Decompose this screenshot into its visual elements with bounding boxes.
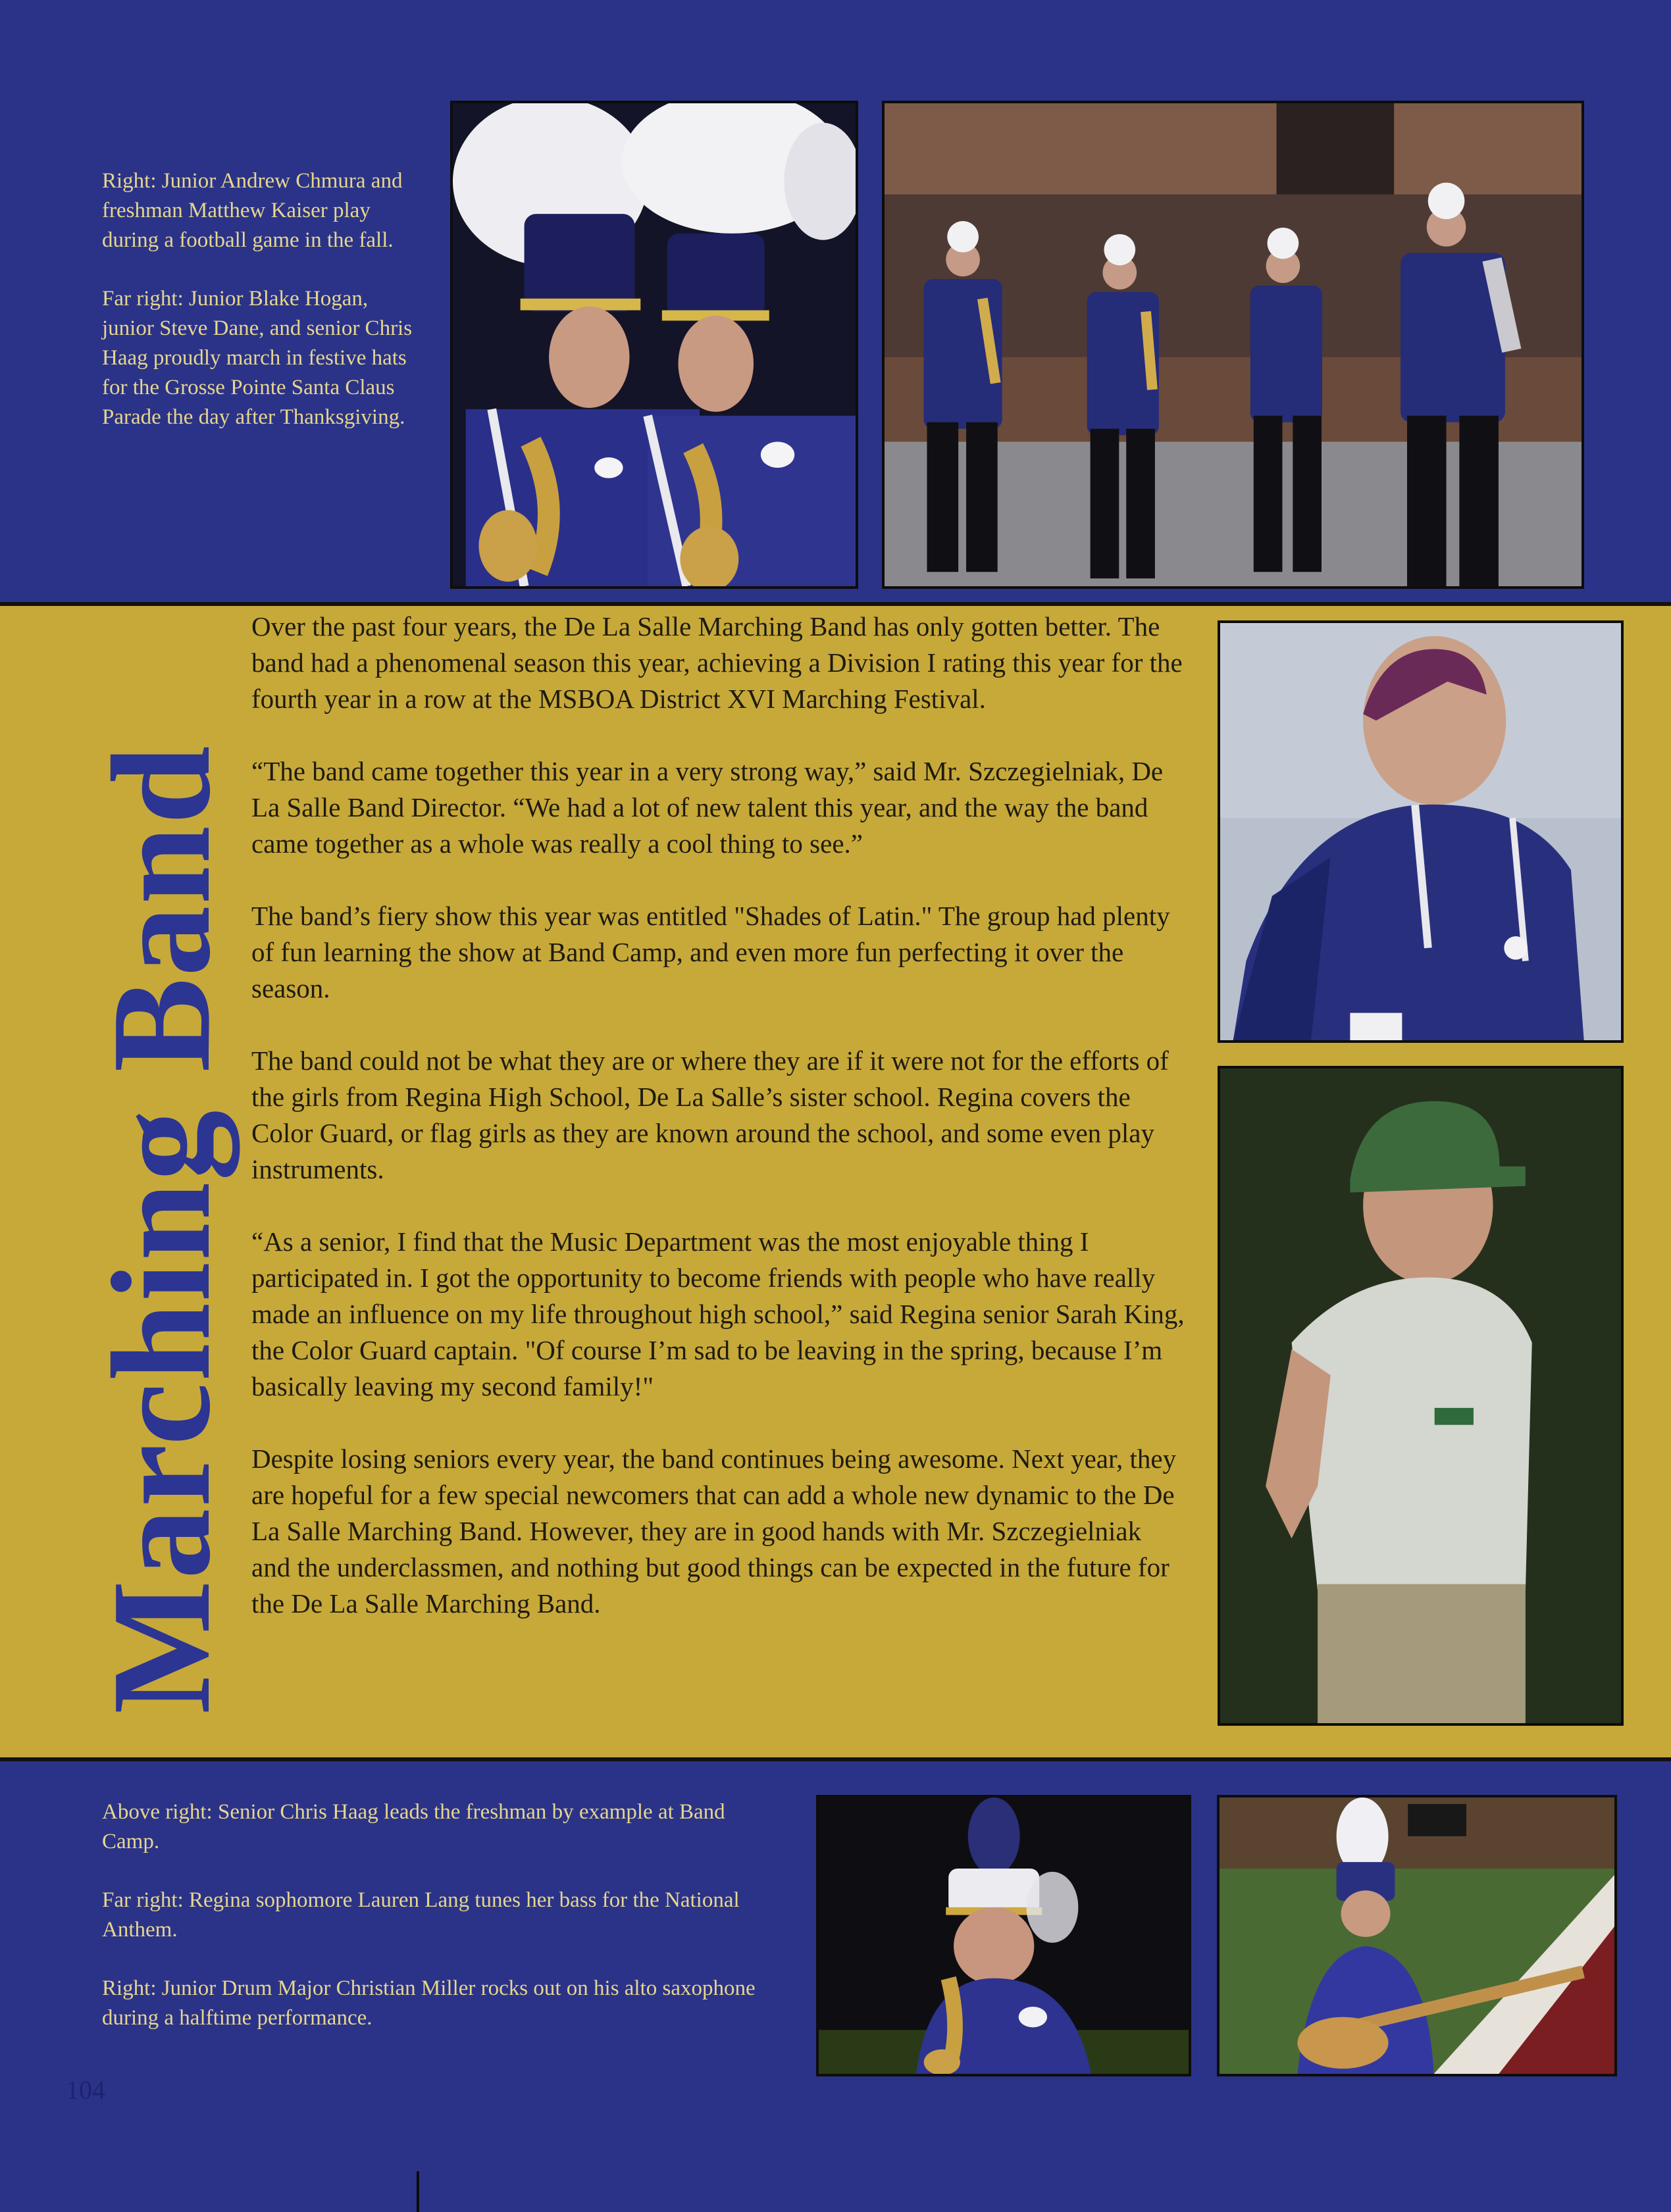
top-captions xyxy=(102,166,418,461)
article-paragraph: “As a senior, I find that the Music Department was the most enjoyable thing I participated in. I got the opportunity to become friends with people who have really made an influence on my life throughout high school,” said Regina senior Sarah King, the Color Guard captain. "Of course I’m sad to be leaving in the spring, because I’m basically leaving my second family!" xyxy=(251,1226,1185,1401)
page-number: 104 xyxy=(66,2075,105,2105)
photo-chris-haag xyxy=(1218,620,1624,1043)
photo-saxophone-players xyxy=(450,101,858,589)
caption-parade: Far right: Junior Blake Hogan, junior Steve Dane, and senior Chris Haag proudly march in festive hats for the Grosse Pointe Santa Claus Parade the day after Thanksgiving. xyxy=(102,287,413,429)
article-paragraph: The band could not be what they are or where they are if it were not for the efforts of the girls from Regina High School, De La Salle’s sister school. Regina covers the Color Guard, or flag girls as they are known around the school, and some even play instruments. xyxy=(251,1045,1169,1184)
photo-bass-player xyxy=(1217,1795,1617,2076)
caption-saxophone-players: Right: Junior Andrew Chmura and freshman Matthew Kaiser play during a football game in the fall. xyxy=(102,169,403,252)
article-paragraph: Despite losing seniors every year, the band continues being awesome. Next year, they are hopeful for a few special newcomers that can add a whole new dynamic to the De La Salle Marching Band. However, they are in good hands with Mr. Szczegielniak and the underclassmen, and nothing but good things can be expected in the future for the De La Salle Marching Band. xyxy=(251,1444,1177,1619)
page-title: Marching Band xyxy=(82,744,240,1714)
caption-christian-miller: Right: Junior Drum Major Christian Miller rocks out on his alto saxophone during a halftime performance. xyxy=(102,1976,756,2030)
article-body xyxy=(251,609,1186,1658)
article-paragraph: Over the past four years, the De La Salle Marching Band has only gotten better. The band had a phenomenal season this year, achieving a Division I rating this year for the fourth year in a row at the MSBOA District XVI Marching Festival. xyxy=(251,611,1183,714)
caption-chris-haag: Above right: Senior Chris Haag leads the freshman by example at Band Camp. xyxy=(102,1800,725,1853)
photo-halftime-saxophone xyxy=(816,1795,1191,2076)
photo-christian-miller xyxy=(1218,1066,1624,1726)
photo-parade xyxy=(882,101,1584,589)
article-paragraph: The band’s fiery show this year was entitled "Shades of Latin." The group had plenty of fun learning the show at Band Camp, and even more fun perfecting it over the season. xyxy=(251,901,1170,1003)
bottom-captions xyxy=(102,1797,767,2062)
article-paragraph: “The band came together this year in a very strong way,” said Mr. Szczegielniak, De La Salle Band Director. “We had a lot of new talent this year, and the way the band came together as a whole was really a cool thing to see.” xyxy=(251,756,1164,859)
binding-mark xyxy=(417,2171,419,2212)
caption-lauren-lang: Far right: Regina sophomore Lauren Lang tunes her bass for the National Anthem. xyxy=(102,1888,740,1942)
